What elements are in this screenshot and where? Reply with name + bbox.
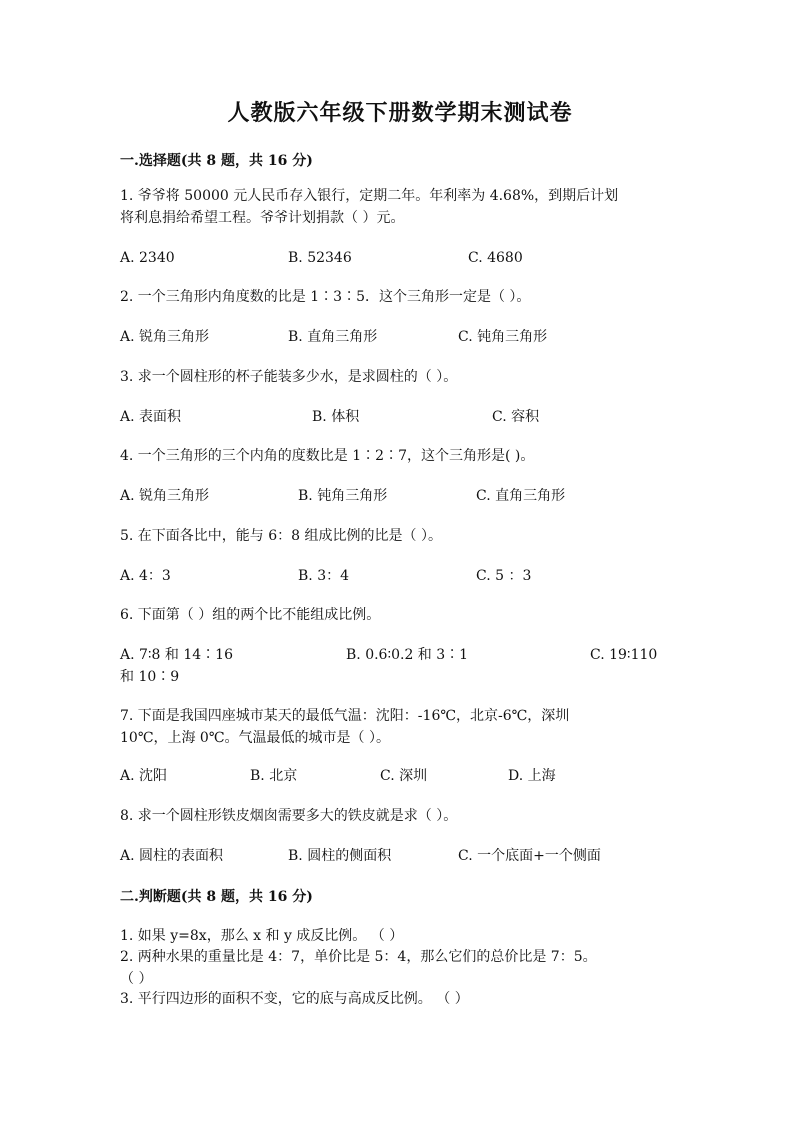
question-text-line: 1. 爷爷将 50000 元人民币存入银行，定期二年。年利率为 4.68%，到期后计划 <box>120 188 619 204</box>
page-title: 人教版六年级下册数学期末测试卷 <box>227 100 573 126</box>
option-a: A. 锐角三角形 <box>120 488 210 504</box>
option-b: B. 直角三角形 <box>288 329 378 345</box>
question-8 <box>120 805 680 827</box>
option-c: C. 4680 <box>468 250 523 266</box>
option-a: A. 沈阳 <box>120 768 168 784</box>
question-7 <box>120 705 680 749</box>
options-7 <box>120 765 680 787</box>
question-3 <box>120 366 680 388</box>
option-b: B. 体积 <box>312 409 360 425</box>
options-6 <box>120 644 680 666</box>
option-b: B. 3：4 <box>298 568 350 584</box>
options-6-continued <box>120 666 680 688</box>
question-1 <box>120 185 680 229</box>
question-text-line: （ ） <box>120 971 153 987</box>
question-text-line: 1. 如果 y=8x，那么 x 和 y 成反比例。 （ ） <box>120 928 404 944</box>
option-c: C. 直角三角形 <box>476 488 566 504</box>
question-5 <box>120 525 680 547</box>
question-text-line: 6. 下面第（ ）组的两个比不能组成比例。 <box>120 607 381 623</box>
options-5 <box>120 565 680 587</box>
option-b: B. 北京 <box>250 768 298 784</box>
option-c: C. 深圳 <box>380 768 428 784</box>
option-b: B. 52346 <box>288 250 352 266</box>
option-c: C. 5 ：3 <box>476 568 532 584</box>
question-2 <box>120 286 680 308</box>
question-text-line: 2. 一个三角形内角度数的比是 1∶3∶5．这个三角形一定是（ ）。 <box>120 289 531 305</box>
option-b: B. 钝角三角形 <box>298 488 388 504</box>
question-6 <box>120 604 680 626</box>
option-c: C. 钝角三角形 <box>458 329 548 345</box>
option-c: C. 一个底面+一个侧面 <box>458 848 601 864</box>
option-c: C. 19∶110 <box>590 647 658 663</box>
options-8 <box>120 845 680 867</box>
option-a: A. 7∶8 和 14∶16 <box>120 647 233 663</box>
question-text-line: 将利息捐给希望工程。爷爷计划捐款（ ）元。 <box>120 210 405 226</box>
option-a: A. 2340 <box>120 250 175 266</box>
option-a: A. 表面积 <box>120 409 182 425</box>
section-heading-judgement: 二.判断题(共 8 题，共 16 分) <box>120 889 313 905</box>
judgement-3 <box>120 988 680 1010</box>
question-4 <box>120 445 680 467</box>
options-2 <box>120 326 680 348</box>
options-1 <box>120 247 680 269</box>
question-text-line: 5. 在下面各比中，能与 6：8 组成比例的比是（ ）。 <box>120 528 442 544</box>
question-text-line: 3. 求一个圆柱形的杯子能装多少水，是求圆柱的（ ）。 <box>120 369 458 385</box>
question-text-line: 7. 下面是我国四座城市某天的最低气温：沈阳：-16℃，北京-6℃，深圳 <box>120 708 570 724</box>
judgement-2 <box>120 946 680 990</box>
options-4 <box>120 485 680 507</box>
question-text-line: 3. 平行四边形的面积不变，它的底与高成反比例。 （ ） <box>120 991 469 1007</box>
judgement-1 <box>120 925 680 947</box>
section-heading-choice: 一.选择题(共 8 题，共 16 分) <box>120 153 313 169</box>
option-b: B. 0.6∶0.2 和 3∶1 <box>346 647 469 663</box>
question-text-line: 10℃，上海 0℃。气温最低的城市是（ ）。 <box>120 730 390 746</box>
question-text-line: 2. 两种水果的重量比是 4：7，单价比是 5：4，那么它们的总价比是 7：5。 <box>120 949 597 965</box>
option-a: A. 4：3 <box>120 568 171 584</box>
option-c-continued: 和 10∶9 <box>120 669 180 685</box>
option-c: C. 容积 <box>492 409 540 425</box>
options-3 <box>120 406 680 428</box>
option-a: A. 圆柱的表面积 <box>120 848 224 864</box>
option-a: A. 锐角三角形 <box>120 329 210 345</box>
option-d: D. 上海 <box>508 768 556 784</box>
question-text-line: 8. 求一个圆柱形铁皮烟囱需要多大的铁皮就是求（ ）。 <box>120 808 458 824</box>
question-text-line: 4. 一个三角形的三个内角的度数比是 1∶2∶7，这个三角形是( )。 <box>120 448 535 464</box>
option-b: B. 圆柱的侧面积 <box>288 848 392 864</box>
